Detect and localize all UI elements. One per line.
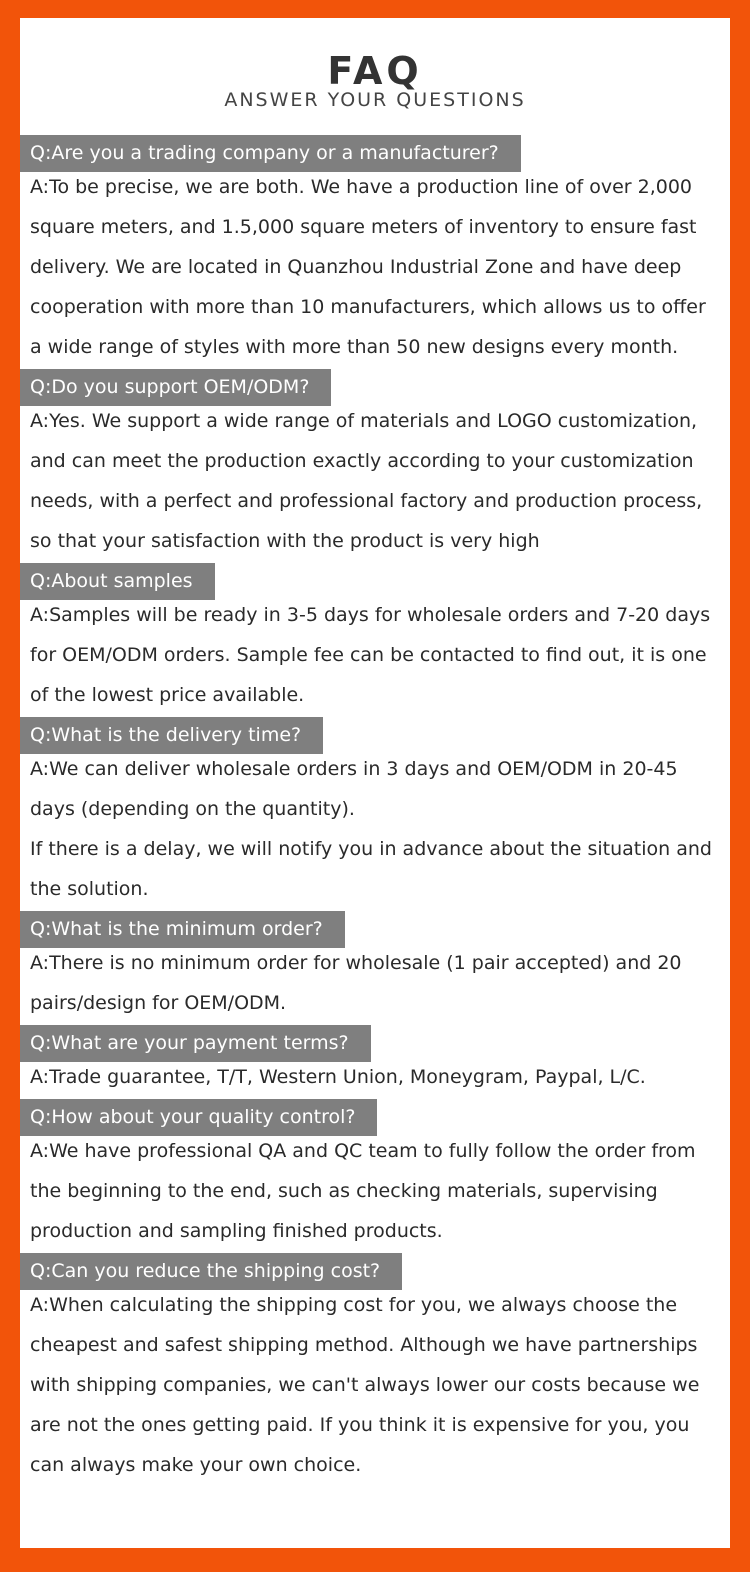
page-title: FAQ bbox=[327, 49, 423, 93]
question-label: Q:Can you reduce the shipping cost? bbox=[20, 1253, 402, 1290]
question-label: Q:What are your payment terms? bbox=[20, 1025, 371, 1062]
faq-list bbox=[20, 135, 730, 1487]
answer-text bbox=[20, 1131, 730, 1253]
answer-paragraph: A:To be precise, we are both. We have a production line of over 2,000 square meters, and 1.5,000 square meters of inventory to ensure fast delivery. We are located in Quanzhou Industrial Zone and have deep cooperation with more than 10 manufacturers, which allows us to offer a wide range of styles with more than 50 new designs every month. bbox=[30, 176, 706, 358]
answer-text bbox=[20, 595, 730, 717]
faq-item bbox=[20, 1025, 730, 1099]
answer-text bbox=[20, 167, 730, 369]
question-label: Q:How about your quality control? bbox=[20, 1099, 377, 1136]
answer-paragraph: If there is a delay, we will notify you in advance about the situation and the solution. bbox=[30, 838, 712, 900]
answer-text bbox=[20, 749, 730, 911]
answer-paragraph: A:Yes. We support a wide range of materials and LOGO customization, and can meet the production exactly according to your customization needs, with a perfect and professional factory and production process, so that your satisfaction with the product is very high bbox=[30, 410, 703, 552]
answer-paragraph: A:Samples will be ready in 3-5 days for wholesale orders and 7-20 days for OEM/ODM orders. Sample fee can be contacted to find out, it is one of the lowest price available. bbox=[30, 604, 711, 706]
answer-paragraph: A:We can deliver wholesale orders in 3 days and OEM/ODM in 20-45 days (depending on the quantity). bbox=[30, 758, 678, 820]
faq-item bbox=[20, 369, 730, 563]
page-subtitle: ANSWER YOUR QUESTIONS bbox=[224, 89, 526, 111]
answer-paragraph: A:When calculating the shipping cost for you, we always choose the cheapest and safest shipping method. Although we have partnerships with shipping companies, we can't always lower our costs because we are not the ones getting paid. If you think it is expensive for you, you can always make your own choice. bbox=[30, 1294, 700, 1476]
answer-paragraph: A:There is no minimum order for wholesale (1 pair accepted) and 20 pairs/design for OEM/ODM. bbox=[30, 952, 682, 1014]
answer-text bbox=[20, 1057, 730, 1099]
faq-item bbox=[20, 1253, 730, 1487]
question-label: Q:About samples bbox=[20, 563, 215, 600]
answer-paragraph: A:We have professional QA and QC team to fully follow the order from the beginning to the end, such as checking materials, supervising production and sampling finished products. bbox=[30, 1140, 696, 1242]
question-label: Q:Are you a trading company or a manufacturer? bbox=[20, 135, 521, 172]
faq-item bbox=[20, 563, 730, 717]
faq-panel bbox=[20, 18, 730, 1548]
question-label: Q:What is the minimum order? bbox=[20, 911, 345, 948]
answer-text bbox=[20, 1285, 730, 1487]
answer-paragraph: A:Trade guarantee, T/T, Western Union, Moneygram, Paypal, L/C. bbox=[30, 1066, 646, 1088]
faq-item bbox=[20, 911, 730, 1025]
faq-item bbox=[20, 717, 730, 911]
faq-item bbox=[20, 135, 730, 369]
question-label: Q:What is the delivery time? bbox=[20, 717, 323, 754]
answer-text bbox=[20, 943, 730, 1025]
faq-item bbox=[20, 1099, 730, 1253]
answer-text bbox=[20, 401, 730, 563]
question-label: Q:Do you support OEM/ODM? bbox=[20, 369, 331, 406]
